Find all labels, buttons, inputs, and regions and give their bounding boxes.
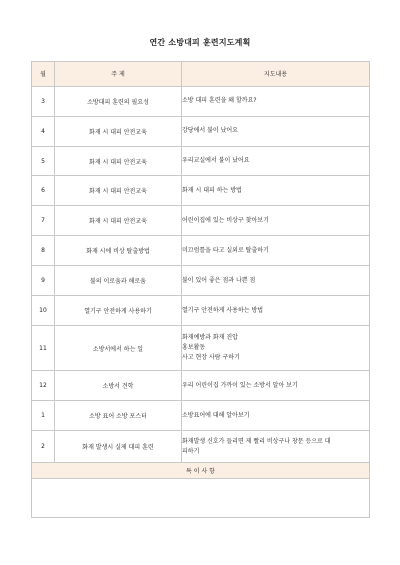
row-content [182, 146, 370, 176]
row-subject: 화재 시에 비상 탈출방법 [55, 236, 182, 266]
row-month: 5 [32, 146, 55, 176]
content-line: 화재 시 대피 하는 방법 [182, 186, 242, 194]
table-row [32, 86, 370, 116]
header-subject: 주 제 [55, 62, 182, 87]
table-row [32, 431, 370, 463]
content-line: 홍보활동 [182, 344, 206, 352]
row-content [182, 431, 370, 463]
row-content [182, 236, 370, 266]
row-month: 4 [32, 116, 55, 146]
row-month: 7 [32, 206, 55, 236]
row-content [182, 296, 370, 326]
content-line: 소방표어에 대해 알아보기 [182, 411, 250, 419]
row-month: 3 [32, 86, 55, 116]
row-subject: 화재 발생시 실제 대피 훈련 [55, 431, 182, 463]
content-line: 피하기 [182, 447, 200, 455]
row-content [182, 206, 370, 236]
row-content [182, 86, 370, 116]
table-row [32, 206, 370, 236]
content-line: 우리교실에서 불이 났어요 [182, 157, 250, 165]
row-month: 11 [32, 326, 55, 371]
row-subject: 화재 시 대피 안전교육 [55, 116, 182, 146]
row-content [182, 116, 370, 146]
row-month: 8 [32, 236, 55, 266]
row-subject: 불의 이로움과 해로움 [55, 266, 182, 296]
training-plan-table [31, 61, 370, 518]
content-line: 미끄럼틀을 타고 실외로 탈출하기 [182, 246, 269, 254]
row-subject: 소방대피 훈련의 필요성 [55, 86, 182, 116]
content-line: 강당에서 불이 났어요 [182, 127, 238, 135]
page-title: 연간 소방대피 훈련지도계획 [149, 38, 251, 47]
row-content [182, 326, 370, 371]
table-row [32, 296, 370, 326]
content-line: 불이 있어 좋은 점과 나쁜 점 [182, 276, 256, 284]
content-line: 사고 현장 사람 구하기 [182, 354, 240, 362]
content-line: 소방 대피 훈련을 왜 할까요? [182, 97, 257, 105]
content-line: 어린이집에 있는 비상구 찾아보기 [182, 216, 269, 224]
row-subject: 소방서 견학 [55, 371, 182, 401]
row-subject: 화재 시 대피 안전교육 [55, 206, 182, 236]
row-subject: 소방 표어 소방 포스터 [55, 401, 182, 431]
content-line: 화재발생 신호가 들리면 제 빨리 비상구나 창문 등으로 대 [182, 437, 331, 445]
notes-body[interactable] [32, 478, 370, 517]
row-month: 9 [32, 266, 55, 296]
notes-label: 특 이 사 항 [32, 463, 370, 478]
content-line: 화재예방과 화재 진압 [182, 334, 238, 342]
table-row [32, 116, 370, 146]
header-month: 월 [32, 62, 55, 87]
row-content [182, 371, 370, 401]
row-month: 12 [32, 371, 55, 401]
row-month: 6 [32, 176, 55, 206]
row-month: 2 [32, 431, 55, 463]
table-row [32, 326, 370, 371]
content-line: 우리 어린이집 가까이 있는 소방서 알아 보기 [182, 381, 298, 389]
notes-header-row [32, 463, 370, 478]
row-subject: 소방서에서 하는 일 [55, 326, 182, 371]
row-subject: 화재 시 대피 안전교육 [55, 146, 182, 176]
notes-body-row [32, 478, 370, 517]
row-subject: 열기구 안전하게 사용하기 [55, 296, 182, 326]
row-month: 1 [32, 401, 55, 431]
row-subject: 화재 시 대피 안전교육 [55, 176, 182, 206]
table-row [32, 401, 370, 431]
table-row [32, 371, 370, 401]
row-content [182, 401, 370, 431]
table-header-row [32, 62, 370, 87]
row-content [182, 266, 370, 296]
row-content [182, 176, 370, 206]
table-row [32, 236, 370, 266]
table-row [32, 266, 370, 296]
table-row [32, 176, 370, 206]
content-line: 열기구 안전하게 사용하는 방법 [182, 306, 264, 314]
row-month: 10 [32, 296, 55, 326]
header-content: 지도내용 [182, 62, 370, 87]
table-row [32, 146, 370, 176]
